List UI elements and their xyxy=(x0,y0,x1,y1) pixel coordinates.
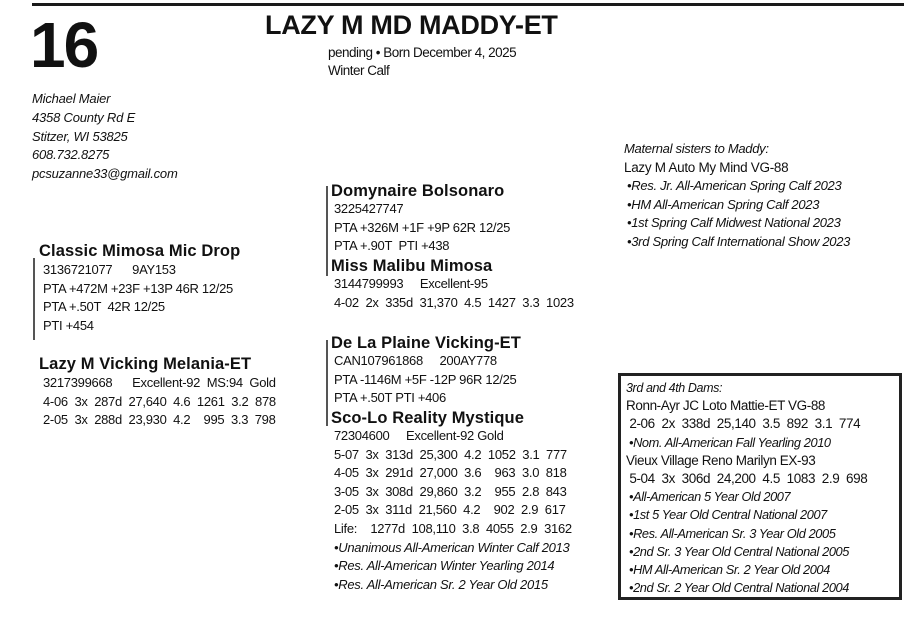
sire-dam-name: Miss Malibu Mimosa xyxy=(331,257,493,275)
top-rule xyxy=(32,3,904,6)
sire-dam-line: 3144799993 Excellent-95 xyxy=(334,276,488,291)
dam-dam-lifetime: Life: 1277d 108,110 3.8 4055 2.9 3162 xyxy=(334,520,572,536)
owner-name: Michael Maier xyxy=(32,91,111,106)
dam-sire-line: PTA -1146M +5F -12P 96R 12/25 xyxy=(334,371,517,387)
sire-line: 3136721077 9AY153 xyxy=(43,262,176,277)
dam-dam-line: 3-05 3x 308d 29,860 3.2 955 2.8 843 xyxy=(334,483,567,499)
dam-line: 4-06 3x 287d 27,640 4.6 1261 3.2 878 xyxy=(43,393,276,409)
maternal-award: •1st Spring Calf Midwest National 2023 xyxy=(627,215,841,231)
dam-dam-details xyxy=(334,427,572,594)
dams-box-heading: 3rd and 4th Dams: xyxy=(626,381,723,395)
owner-email: pcsuzanne33@gmail.com xyxy=(32,166,178,182)
dam-dam-award: •Res. All-American Sr. 2 Year Old 2015 xyxy=(334,576,548,592)
fourth-dam-record: 5-04 3x 306d 24,200 4.5 1083 2.9 698 xyxy=(626,471,868,487)
fourth-dam-award: •2nd Sr. 2 Year Old Central National 2004 xyxy=(629,580,849,596)
dam-sire-connector xyxy=(326,340,328,426)
owner-info xyxy=(32,90,178,184)
sire-sire-line: 3225427747 xyxy=(334,201,404,216)
class-label: Winter Calf xyxy=(328,63,390,78)
dam-sire-name: De La Plaine Vicking-ET xyxy=(331,334,521,352)
dam-sire-line: CAN107961868 200AY778 xyxy=(334,353,497,368)
sire-sire-connector xyxy=(326,186,328,276)
dam-name: Lazy M Vicking Melania-ET xyxy=(39,355,252,373)
fourth-dam-award: •Res. All-American Sr. 3 Year Old 2005 xyxy=(629,525,836,541)
sire-line: PTI +454 xyxy=(43,317,94,333)
dam-line: 2-05 3x 288d 23,930 4.2 995 3.3 798 xyxy=(43,412,276,428)
owner-city: Stitzer, WI 53825 xyxy=(32,128,128,144)
sire-name: Classic Mimosa Mic Drop xyxy=(39,242,241,260)
sire-sire-name: Domynaire Bolsonaro xyxy=(331,182,505,200)
sire-line: PTA +.50T 42R 12/25 xyxy=(43,299,165,315)
sire-sire-details xyxy=(334,200,510,256)
registration-status: pending • Born December 4, 2025 xyxy=(328,45,517,60)
dam-dam-award: •Unanimous All-American Winter Calf 2013 xyxy=(334,539,570,555)
dam-dam-line: 72304600 Excellent-92 Gold xyxy=(334,428,504,443)
sire-sire-line: PTA +326M +1F +9P 62R 12/25 xyxy=(334,219,511,235)
dam-dam-line: 5-07 3x 313d 25,300 4.2 1052 3.1 777 xyxy=(334,446,567,462)
dam-dam-line: 4-05 3x 291d 27,000 3.6 963 3.0 818 xyxy=(334,465,567,481)
third-dam-record: 2-06 2x 338d 25,140 3.5 892 3.1 774 xyxy=(626,416,861,432)
maternal-sisters xyxy=(624,140,850,252)
dam-dam-award: •Res. All-American Winter Yearling 2014 xyxy=(334,558,555,574)
fourth-dam-name: Vieux Village Reno Marilyn EX-93 xyxy=(626,452,816,468)
sire-connector xyxy=(33,258,35,340)
dam-sire-line: PTA +.50T PTI +406 xyxy=(334,390,446,406)
sire-dam-line: 4-02 2x 335d 31,370 4.5 1427 3.3 1023 xyxy=(334,294,574,310)
dam-details xyxy=(43,374,276,430)
lot-number: 16 xyxy=(30,9,98,81)
animal-name: LAZY M MD MADDY-ET xyxy=(265,10,558,40)
owner-phone: 608.732.8275 xyxy=(32,147,110,163)
fourth-dam-award: •2nd Sr. 3 Year Old Central National 2005 xyxy=(629,543,849,559)
owner-street: 4358 County Rd E xyxy=(32,109,136,125)
dam-dam-name: Sco-Lo Reality Mystique xyxy=(331,409,525,427)
dam-dam-line: 2-05 3x 311d 21,560 4.2 902 2.9 617 xyxy=(334,502,566,518)
sire-dam-details xyxy=(334,275,574,312)
fourth-dam-award: •1st 5 Year Old Central National 2007 xyxy=(629,507,827,523)
fourth-dam-award: •All-American 5 Year Old 2007 xyxy=(629,489,791,505)
sire-details xyxy=(43,261,233,335)
fourth-dam-award: •HM All-American Sr. 2 Year Old 2004 xyxy=(629,562,830,578)
sire-sire-line: PTA +.90T PTI +438 xyxy=(334,238,450,254)
dam-sire-details xyxy=(334,352,516,408)
sire-line: PTA +472M +23F +13P 46R 12/25 xyxy=(43,280,233,296)
maternal-heading: Maternal sisters to Maddy: xyxy=(624,141,769,156)
maternal-award: •Res. Jr. All-American Spring Calf 2023 xyxy=(627,178,842,194)
third-dam-award: •Nom. All-American Fall Yearling 2010 xyxy=(629,434,831,450)
third-fourth-dams xyxy=(626,379,867,597)
maternal-award: •HM All-American Spring Calf 2023 xyxy=(627,196,820,212)
dam-line: 3217399668 Excellent-92 MS:94 Gold xyxy=(43,375,276,390)
maternal-sister-name: Lazy M Auto My Mind VG-88 xyxy=(624,159,789,175)
third-dam-name: Ronn-Ayr JC Loto Mattie-ET VG-88 xyxy=(626,398,826,414)
maternal-award: •3rd Spring Calf International Show 2023 xyxy=(627,233,851,249)
